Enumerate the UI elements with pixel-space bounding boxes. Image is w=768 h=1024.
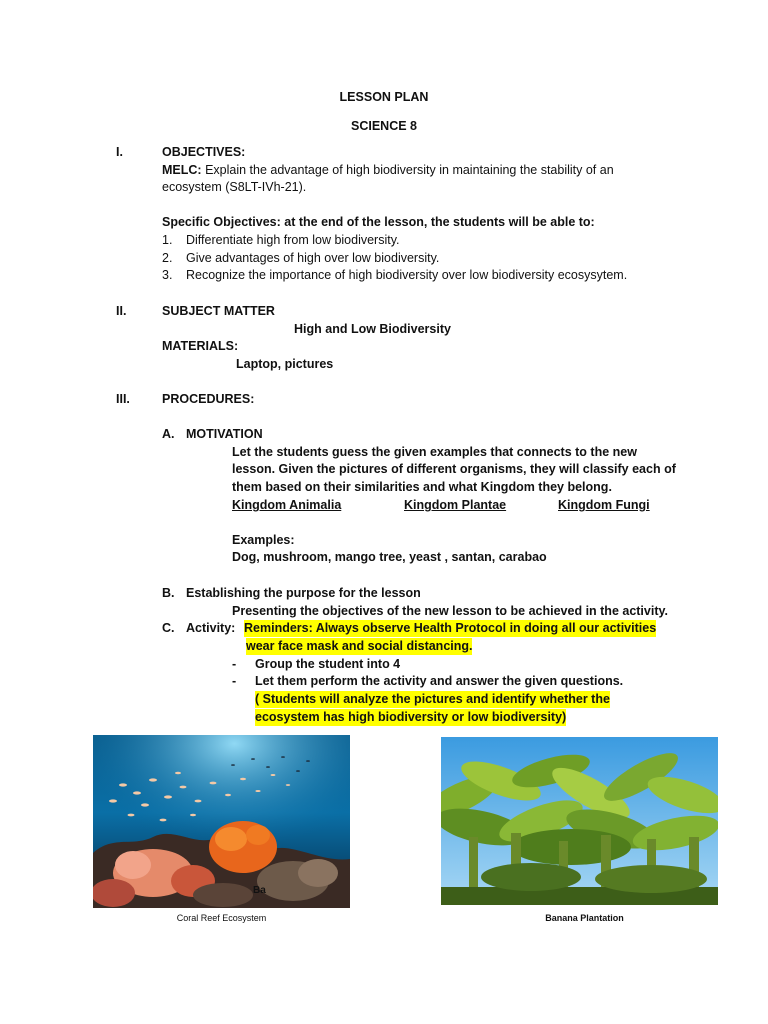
objective-item-1-num: 1. — [162, 233, 173, 247]
banana-plantation-caption: Banana Plantation — [545, 913, 624, 923]
bullet-1: Group the student into 4 — [255, 657, 401, 671]
reminder-line-2: wear face mask and social distancing. — [246, 639, 473, 653]
subject-matter-topic: High and Low Biodiversity — [294, 322, 451, 336]
objective-item-1: Differentiate high from low biodiversity. — [186, 233, 400, 247]
melc-label: MELC: — [162, 163, 202, 177]
objective-item-3-num: 3. — [162, 268, 173, 282]
kingdom-plantae: Kingdom Plantae — [404, 498, 507, 512]
coral-reef-overlay-text: Ba — [253, 885, 266, 896]
motivation-letter: A. — [162, 427, 175, 441]
melc-line-2: ecosystem (S8LT-IVh-21). — [162, 180, 307, 194]
reminder-line-1: Reminders: Always observe Health Protocol in doing all our activities — [244, 621, 657, 635]
procedures-heading: PROCEDURES: — [162, 392, 255, 406]
activity-note-line-1: ( Students will analyze the pictures and identify whether the — [255, 692, 610, 706]
coral-reef-image — [93, 735, 350, 908]
bullet-1-dash: - — [232, 657, 237, 671]
materials-value: Laptop, pictures — [236, 357, 334, 371]
activity-letter: C. — [162, 621, 175, 635]
subject-matter-heading: SUBJECT MATTER — [162, 304, 275, 318]
activity-label: Activity: — [186, 621, 236, 635]
specific-objectives-heading: Specific Objectives: at the end of the lesson, the students will be able to: — [162, 215, 595, 229]
coral-reef-caption: Coral Reef Ecosystem — [176, 913, 267, 923]
examples-label: Examples: — [232, 533, 295, 547]
motivation-heading: MOTIVATION — [186, 427, 263, 441]
examples-list: Dog, mushroom, mango tree, yeast , santan, carabao — [232, 550, 547, 564]
subject-matter-numeral: II. — [116, 304, 127, 318]
objectives-heading: OBJECTIVES: — [162, 145, 246, 159]
banana-plantation-illustration — [441, 737, 718, 905]
purpose-text: Presenting the objectives of the new lesson to be achieved in the activity. — [232, 604, 668, 618]
objectives-numeral: I. — [116, 145, 123, 159]
bullet-2: Let them perform the activity and answer the given questions. — [255, 674, 624, 688]
purpose-letter: B. — [162, 586, 175, 600]
subject-title: SCIENCE 8 — [351, 119, 417, 133]
bullet-2-dash: - — [232, 674, 237, 688]
banana-plantation-image — [441, 737, 718, 905]
melc-line-1 — [162, 162, 614, 179]
kingdom-fungi: Kingdom Fungi — [558, 498, 650, 512]
lesson-plan-title: LESSON PLAN — [339, 90, 429, 104]
objective-item-3: Recognize the importance of high biodiversity over low biodiversity ecosysytem. — [186, 268, 628, 282]
objective-item-2: Give advantages of high over low biodiversity. — [186, 251, 440, 265]
procedures-numeral: III. — [116, 392, 130, 406]
materials-label: MATERIALS: — [162, 339, 239, 353]
motivation-line-3: them based on their similarities and what Kingdom they belong. — [232, 480, 612, 494]
coral-reef-illustration — [93, 735, 350, 908]
purpose-heading: Establishing the purpose for the lesson — [186, 586, 421, 600]
motivation-line-1: Let the students guess the given examples that connects to the new — [232, 445, 637, 459]
motivation-line-2: lesson. Given the pictures of different organisms, they will classify each of — [232, 462, 676, 476]
activity-note-line-2: ecosystem has high biodiversity or low biodiversity) — [255, 710, 567, 724]
melc-text: Explain the advantage of high biodiversity in maintaining the stability of an — [205, 163, 614, 177]
kingdom-animalia: Kingdom Animalia — [232, 498, 342, 512]
objective-item-2-num: 2. — [162, 251, 173, 265]
